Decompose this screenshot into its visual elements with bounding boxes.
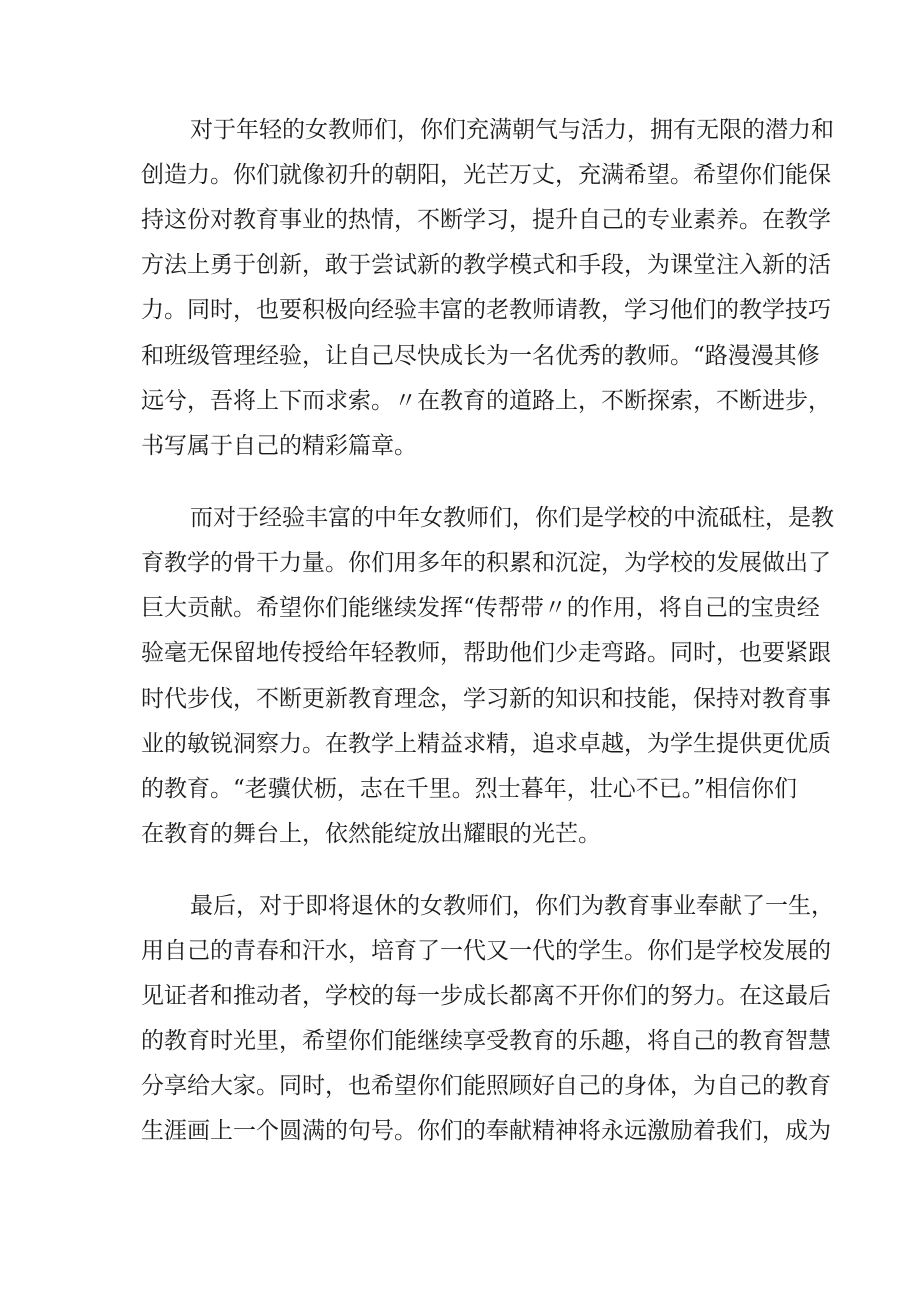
- text-line: 远兮，吾将上下而求索。〃在教育的道路上，不断探索，不断进步，: [141, 388, 831, 414]
- text-line: 业的敏锐洞察力。在教学上精益求精，追求卓越，为学生提供更优质: [141, 731, 831, 757]
- text-line: 在教育的舞台上，依然能绽放出耀眼的光芒。: [141, 821, 601, 847]
- text-line: 育教学的骨干力量。你们用多年的积累和沉淀，为学校的发展做出了: [141, 550, 831, 576]
- text-line: 分享给大家。同时，也希望你们能照顾好自己的身体，为自己的教育: [141, 1073, 831, 1099]
- text-line: 和班级管理经验，让自己尽快成长为一名优秀的教师。“路漫漫其修: [141, 343, 820, 369]
- text-line: 见证者和推动者，学校的每一步成长都离不开你们的努力。在这最后: [141, 983, 831, 1009]
- text-line: 而对于经验丰富的中年女教师们，你们是学校的中流砥柱，是教: [190, 505, 834, 531]
- text-line: 力。同时，也要积极向经验丰富的老教师请教，学习他们的教学技巧: [141, 297, 831, 323]
- text-line: 创造力。你们就像初升的朝阳，光芒万丈，充满希望。希望你们能保: [141, 162, 831, 188]
- text-line: 用自己的青春和汗水，培育了一代又一代的学生。你们是学校发展的: [141, 938, 831, 964]
- text-line: 最后，对于即将退休的女教师们，你们为教育事业奉献了一生，: [190, 893, 834, 919]
- text-line: 的教育时光里，希望你们能继续享受教育的乐趣，将自己的教育智慧: [141, 1028, 831, 1054]
- text-line: 生涯画上一个圆满的句号。你们的奉献精神将永远激励着我们，成为: [141, 1118, 831, 1144]
- text-line: 巨大贡献。希望你们能继续发挥“传帮带〃的作用，将自己的宝贵经: [141, 595, 820, 621]
- text-line: 持这份对教育事业的热情，不断学习，提升自己的专业素养。在教学: [141, 207, 831, 233]
- text-line: 时代步伐，不断更新教育理念，学习新的知识和技能，保持对教育事: [141, 686, 831, 712]
- text-line: 书写属于自己的精彩篇章。: [141, 433, 417, 459]
- text-line: 对于年轻的女教师们，你们充满朝气与活力，拥有无限的潜力和: [190, 117, 834, 143]
- text-line: 的教育。“老骥伏枥，志在千里。烈士暮年，壮心不已。”相信你们: [141, 776, 798, 802]
- text-line: 验毫无保留地传授给年轻教师，帮助他们少走弯路。同时，也要紧跟: [141, 640, 831, 666]
- text-line: 方法上勇于创新，敢于尝试新的教学模式和手段，为课堂注入新的活: [141, 252, 831, 278]
